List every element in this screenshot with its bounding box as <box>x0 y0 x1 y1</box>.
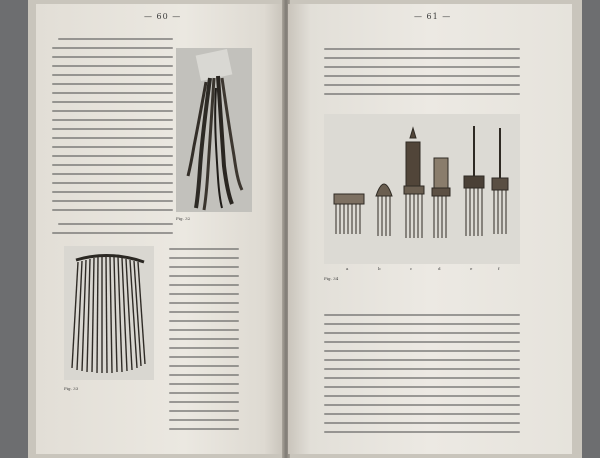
fig-34-label-d: d <box>438 266 441 271</box>
fig-34-number: Fig. 34 <box>324 276 339 281</box>
bracelet-fibers-image <box>176 48 252 212</box>
fringe-ornament-image <box>64 246 154 380</box>
left-page-number: — 60 — <box>144 12 182 21</box>
combs-image <box>324 114 520 264</box>
right-page-number: — 61 — <box>414 12 452 21</box>
fig-34-label-b: b <box>378 266 381 271</box>
left-page <box>36 4 284 454</box>
fig-32-number: Fig. 32 <box>176 216 191 221</box>
right-page <box>288 4 572 454</box>
fig-34-label-a: a <box>346 266 349 271</box>
fig-34-label-e: e <box>470 266 473 271</box>
fig-34-label-c: c <box>410 266 413 271</box>
fig-34-label-f: f <box>498 266 500 271</box>
fig-33-number: Fig. 33 <box>64 386 79 391</box>
